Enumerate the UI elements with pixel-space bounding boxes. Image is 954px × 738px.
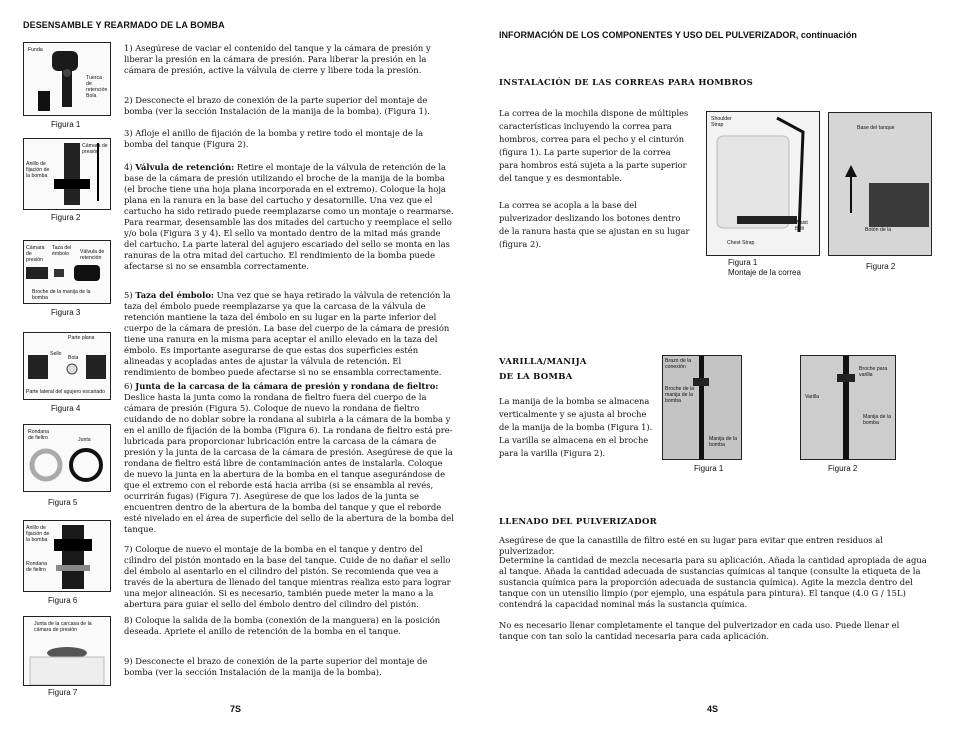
right-section-heading: INFORMACIÓN DE LOS COMPONENTES Y USO DEL PULVERIZADOR, continuación xyxy=(499,30,857,40)
straps-figure-1-caption: Figura 1 xyxy=(728,258,758,267)
wand-figure-2-caption: Figura 2 xyxy=(828,464,858,473)
straps-figure-2-image xyxy=(828,112,932,256)
figure-2-image xyxy=(23,138,111,210)
step-6-title: Junta de la carcasa de la cámara de presión y rondana de fieltro: xyxy=(135,381,439,391)
straps-fig2-label-base: Base del tanque xyxy=(857,125,895,131)
wand-fig2-label-broche: Broche para varilla xyxy=(859,366,888,378)
wand-figure-1-image xyxy=(662,355,742,460)
left-page-number: 7S xyxy=(230,704,242,714)
fig3-label-taza: Taza del émbolo xyxy=(52,245,72,257)
step-4: 4) Válvula de retención: Retire el montaje de la válvula de retención de la base de la cámara de presión utilizando el broche de la manija de la bomba (el broche tiene una hoja plana incorporada en el extremo). Coloque la hoja plana en la ranura en la base del cartucho y desatornille. Una vez que el cartucho ha sido retirado puede reemplazarse como un montaje o rearmarse. Para rearmar, desensamble las dos mitades del cartucho y reemplace el sello y/o bola (Figura 3 y 4). El sello va montado dentro de la mitad más grande del cartucho. La parte lateral del agujero escariado del sello se monta en las ranuras de la otra mitad del cartucho. El rendimiento de la bomba puede afectarse si no se ensambla correctamente. xyxy=(124,162,454,271)
straps-fig1-label-chest: Chest Strap xyxy=(727,240,755,246)
straps-paragraph-2: La correa se acopla a la base del pulverizador deslizando los botones dentro de la ranura hasta que se ajustan en su lugar (figura 2). xyxy=(499,200,690,249)
fig3-label-camara: Cámara de presión xyxy=(26,245,45,263)
step-9: 9) Desconecte el brazo de conexión de la parte superior del montaje de bomba (ver la sección Instalación de la manija de la bomba). xyxy=(124,656,428,677)
fill-paragraph-2: Determine la cantidad de mezcla necesaria para su aplicación. Añada la cantidad apropiada de agua al tanque. Añada la cantidad adecuada de sustancias químicas al tanque (consulte la etiqueta de la sustancia química para la proporción adecuada de sustancia química). Agite la mezcla dentro del tanque con un utensilio limpio (por ejemplo, una espátula para pintura). El tanque (4.0 G / 15L) contendrá la capacidad nominal más la sustancia química. xyxy=(499,555,927,609)
figure-4-image xyxy=(23,332,111,400)
fig2-label-anillo: Anillo de fijación de la bomba xyxy=(26,161,50,179)
figure-1-image xyxy=(23,42,111,116)
step-8: 8) Coloque la salida de la bomba (conexión de la manguera) en la posición deseada. Apriete el anillo de retención de la bomba en el tanque. xyxy=(124,615,441,636)
figure-4-caption: Figura 4 xyxy=(51,404,81,413)
figure-5-caption: Figura 5 xyxy=(48,498,78,507)
fig4-label-sello: Sello xyxy=(50,351,62,357)
straps-paragraph-1: La correa de la mochila dispone de múltiples características incluyendo la correa para hombros, correa para el pecho y el cinturón (figura 1). La parte superior de la correa para hombros está sujeta a la parte superior del tanque y es desmontable. xyxy=(499,108,689,183)
figure-3-caption: Figura 3 xyxy=(51,308,81,317)
fig4-label-parte-lateral: Parte lateral del agujero escariado xyxy=(26,389,106,395)
straps-fig1-label-shoulder: Shoulder Strap xyxy=(711,116,732,128)
figure-2-caption: Figura 2 xyxy=(51,213,81,222)
figure-1-caption: Figura 1 xyxy=(51,120,81,129)
wand-fig1-label-broche: Broche de la manija de la bomba xyxy=(665,386,695,404)
figure-7-image xyxy=(23,616,111,686)
fig6-label-anillo: Anillo de fijación de la bomba xyxy=(26,525,50,543)
step-5: 5) Taza del émbolo: Una vez que se haya retirado la válvula de retención la taza del émbolo puede reemplazarse ya que la carcasa de la válvula de retención mantiene la taza del émbolo en su lugar en la parte inferior del cuerpo de la cámara de presión. La base del cuerpo de la cámara de presión tiene una ranura en la misma para aceptar el anillo elevado en la taza del émbolo. Es importante asegurarse de que estas dos superficies estén alineadas y acopladas antes de ajustar la válvula de retención. El rendimiento de bombeo puede afectarse si no se ensambla correctamente. xyxy=(124,290,451,377)
step-1: 1) Asegúrese de vaciar el contenido del tanque y la cámara de presión y liberar la presión en la cámara de presión. Para liberar la presión en la cámara de presión, active la válvula de cierre y libere toda la presión. xyxy=(124,43,431,75)
wand-paragraph: La manija de la bomba se almacena verticalmente y se ajusta al broche de la manija de la bomba (Figura 1). La varilla se almacena en el broche para la varilla (Figura 2). xyxy=(499,396,653,458)
fig3-label-valvula: Válvula de retención xyxy=(80,249,105,261)
backpack-straps-drawing xyxy=(707,112,819,255)
tank-base-drawing xyxy=(829,113,931,255)
wand-fig1-label-manija: Manija de la bomba xyxy=(709,436,737,448)
step-3: 3) Afloje el anillo de fijación de la bomba y retire todo el montaje de la bomba del tanque (Figura 2). xyxy=(124,128,424,149)
fig2-label-camara: Cámara de presión xyxy=(82,143,108,155)
straps-figure-1-image xyxy=(706,111,820,256)
fig1-label-bola: Bola xyxy=(86,93,97,99)
straps-figure-2-caption: Figura 2 xyxy=(866,262,896,271)
fill-title: LLENADO DEL PULVERIZADOR xyxy=(499,517,658,527)
step-6: 6) Junta de la carcasa de la cámara de presión y rondana de fieltro: Deslice hasta la junta como la rondana de fieltro fuera del cuerpo de la cámara de presión (Figura 5). Coloque de nuevo la rondana de fieltro cuidando de no doblar sobre la rondana al subirla a la cámara de la bomba y en el anillo de fijación de la bomba (Figura 6). La rondana de fieltro está pre-lubricada para proporcionar lubricación entre la carcasa de la cámara de presión y la junta de la carcasa de la cámara de presión. Asegúrese de que la rondana de fieltro está libre de contaminación antes de instalarla. Coloque de nuevo la junta en la abertura de la bomba en el tanque asegurándose de que el extremo con el reborde está hacia arriba (si se ensambla al revés, ocurrirán fugas) (Figura 7). Asegúrese de que los lados de la junta se encuentren dentro de la abertura de la bomba del tanque y que el reborde esté nivelado en el área de superficie del sello de la abertura de la bomba del tanque. xyxy=(124,381,454,534)
left-section-heading: DESENSAMBLE Y REARMADO DE LA BOMBA xyxy=(23,20,225,30)
step-5-title: Taza del émbolo: xyxy=(135,290,214,300)
straps-title: INSTALACIÓN DE LAS CORREAS PARA HOMBROS xyxy=(499,78,754,88)
fig1-label-funda: Funda xyxy=(28,47,43,53)
fig3-label-broche: Broche de la manija de la bomba xyxy=(32,289,91,301)
right-page-number: 4S xyxy=(707,704,719,714)
wand-title-line-1: VARILLA/MANIJA xyxy=(499,357,587,367)
wand-fig2-label-manija: Manija de la bomba xyxy=(863,414,891,426)
fig5-label-junta: Junta xyxy=(78,437,91,443)
wand-fig1-label-brazo: Brazo de la conexión xyxy=(665,358,692,370)
wand-figure-1-caption: Figura 1 xyxy=(694,464,724,473)
wand-figure-2-image xyxy=(800,355,896,460)
figure-5-image xyxy=(23,424,111,492)
step-2: 2) Desconecte el brazo de conexión de la parte superior del montaje de bomba (ver la sección Instalación de la manija de la bomba). (Figura 1). xyxy=(124,95,430,116)
figure-6-caption: Figura 6 xyxy=(48,596,78,605)
fill-paragraph-1: Asegúrese de que la canastilla de filtro esté en su lugar para evitar que entren residuos al pulverizador. xyxy=(499,535,883,556)
wand-fig2-label-varilla: Varilla xyxy=(805,394,820,400)
figure-7-caption: Figura 7 xyxy=(48,688,78,697)
fill-paragraph-3: No es necesario llenar completamente el tanque del pulverizador en cada uso. Puede llenar el tanque con tan solo la cantidad necesaria para cada aplicación. xyxy=(499,620,900,641)
step-7: 7) Coloque de nuevo el montaje de la bomba en el tanque y dentro del cilindro del pistón montado en la base del tanque. Cuide de no dañar el sello del émbolo al asentarlo en el cilindro del pistón. Se recomienda que vea a través de la abertura de llenado del tanque mientras realiza esto para lograr una mejor alineación. Si es necesario, también puede meter la mano a la abertura para guiar el sello del émbolo dentro del cilindro del pistón. xyxy=(124,544,451,609)
fig4-label-parte-plana: Parte plana xyxy=(68,335,95,341)
fig7-label-junta: Junta de la carcasa de la cámara de presión xyxy=(34,621,92,633)
fig6-label-rondana: Rondana de fieltro xyxy=(26,561,48,573)
step-4-title: Válvula de retención: xyxy=(135,162,235,172)
fig4-label-bola: Bola xyxy=(68,355,79,361)
figure-6-image xyxy=(23,520,111,592)
straps-figure-1-subcaption: Montaje de la correa xyxy=(728,268,801,277)
straps-fig2-label-boton: Botón de la xyxy=(865,227,892,233)
straps-fig1-label-waist: Waist Belt xyxy=(795,220,808,232)
figure-3-image xyxy=(23,240,111,304)
wand-title-line-2: DE LA BOMBA xyxy=(499,372,573,382)
fig5-label-rondana: Rondana de fieltro xyxy=(28,429,50,441)
fig1-label-tuerca: Tuerca de retención xyxy=(86,75,108,93)
